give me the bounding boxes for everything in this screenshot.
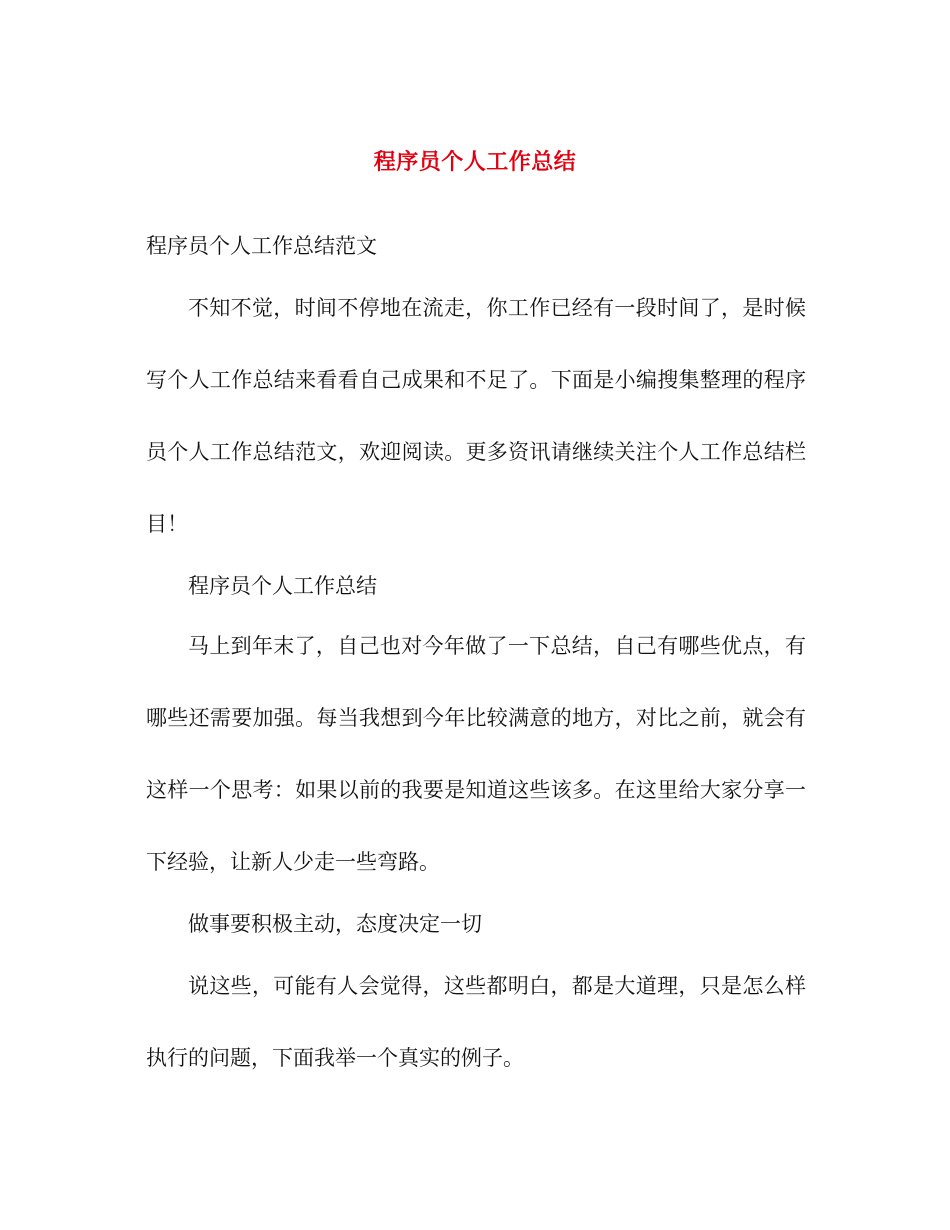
document-title: 程序员个人工作总结 — [373, 149, 577, 175]
document-subtitle: 程序员个人工作总结范文 — [146, 234, 377, 258]
section-heading-attitude: 做事要积极主动，态度决定一切 — [188, 912, 482, 936]
paragraph-year-end: 马上到年末了，自己也对今年做了一下总结，自己有哪些优点，有哪些还需要加强。每当我想到今年比较满意的地方，对比之前，就会有这样一个思考：如果以前的我要是知道这些该多。在这里给大家分享一下经验，让新人少走一些弯路。 — [146, 634, 806, 874]
paragraph-example: 说这些，可能有人会觉得，这些都明白，都是大道理，只是怎么样执行的问题，下面我举一个真实的例子。 — [146, 974, 806, 1070]
section-heading: 程序员个人工作总结 — [188, 574, 377, 598]
paragraph-intro: 不知不觉，时间不停地在流走，你工作已经有一段时间了，是时候写个人工作总结来看看自己成果和不足了。下面是小编搜集整理的程序员个人工作总结范文，欢迎阅读。更多资讯请继续关注个人工作总结栏目！ — [146, 296, 806, 536]
